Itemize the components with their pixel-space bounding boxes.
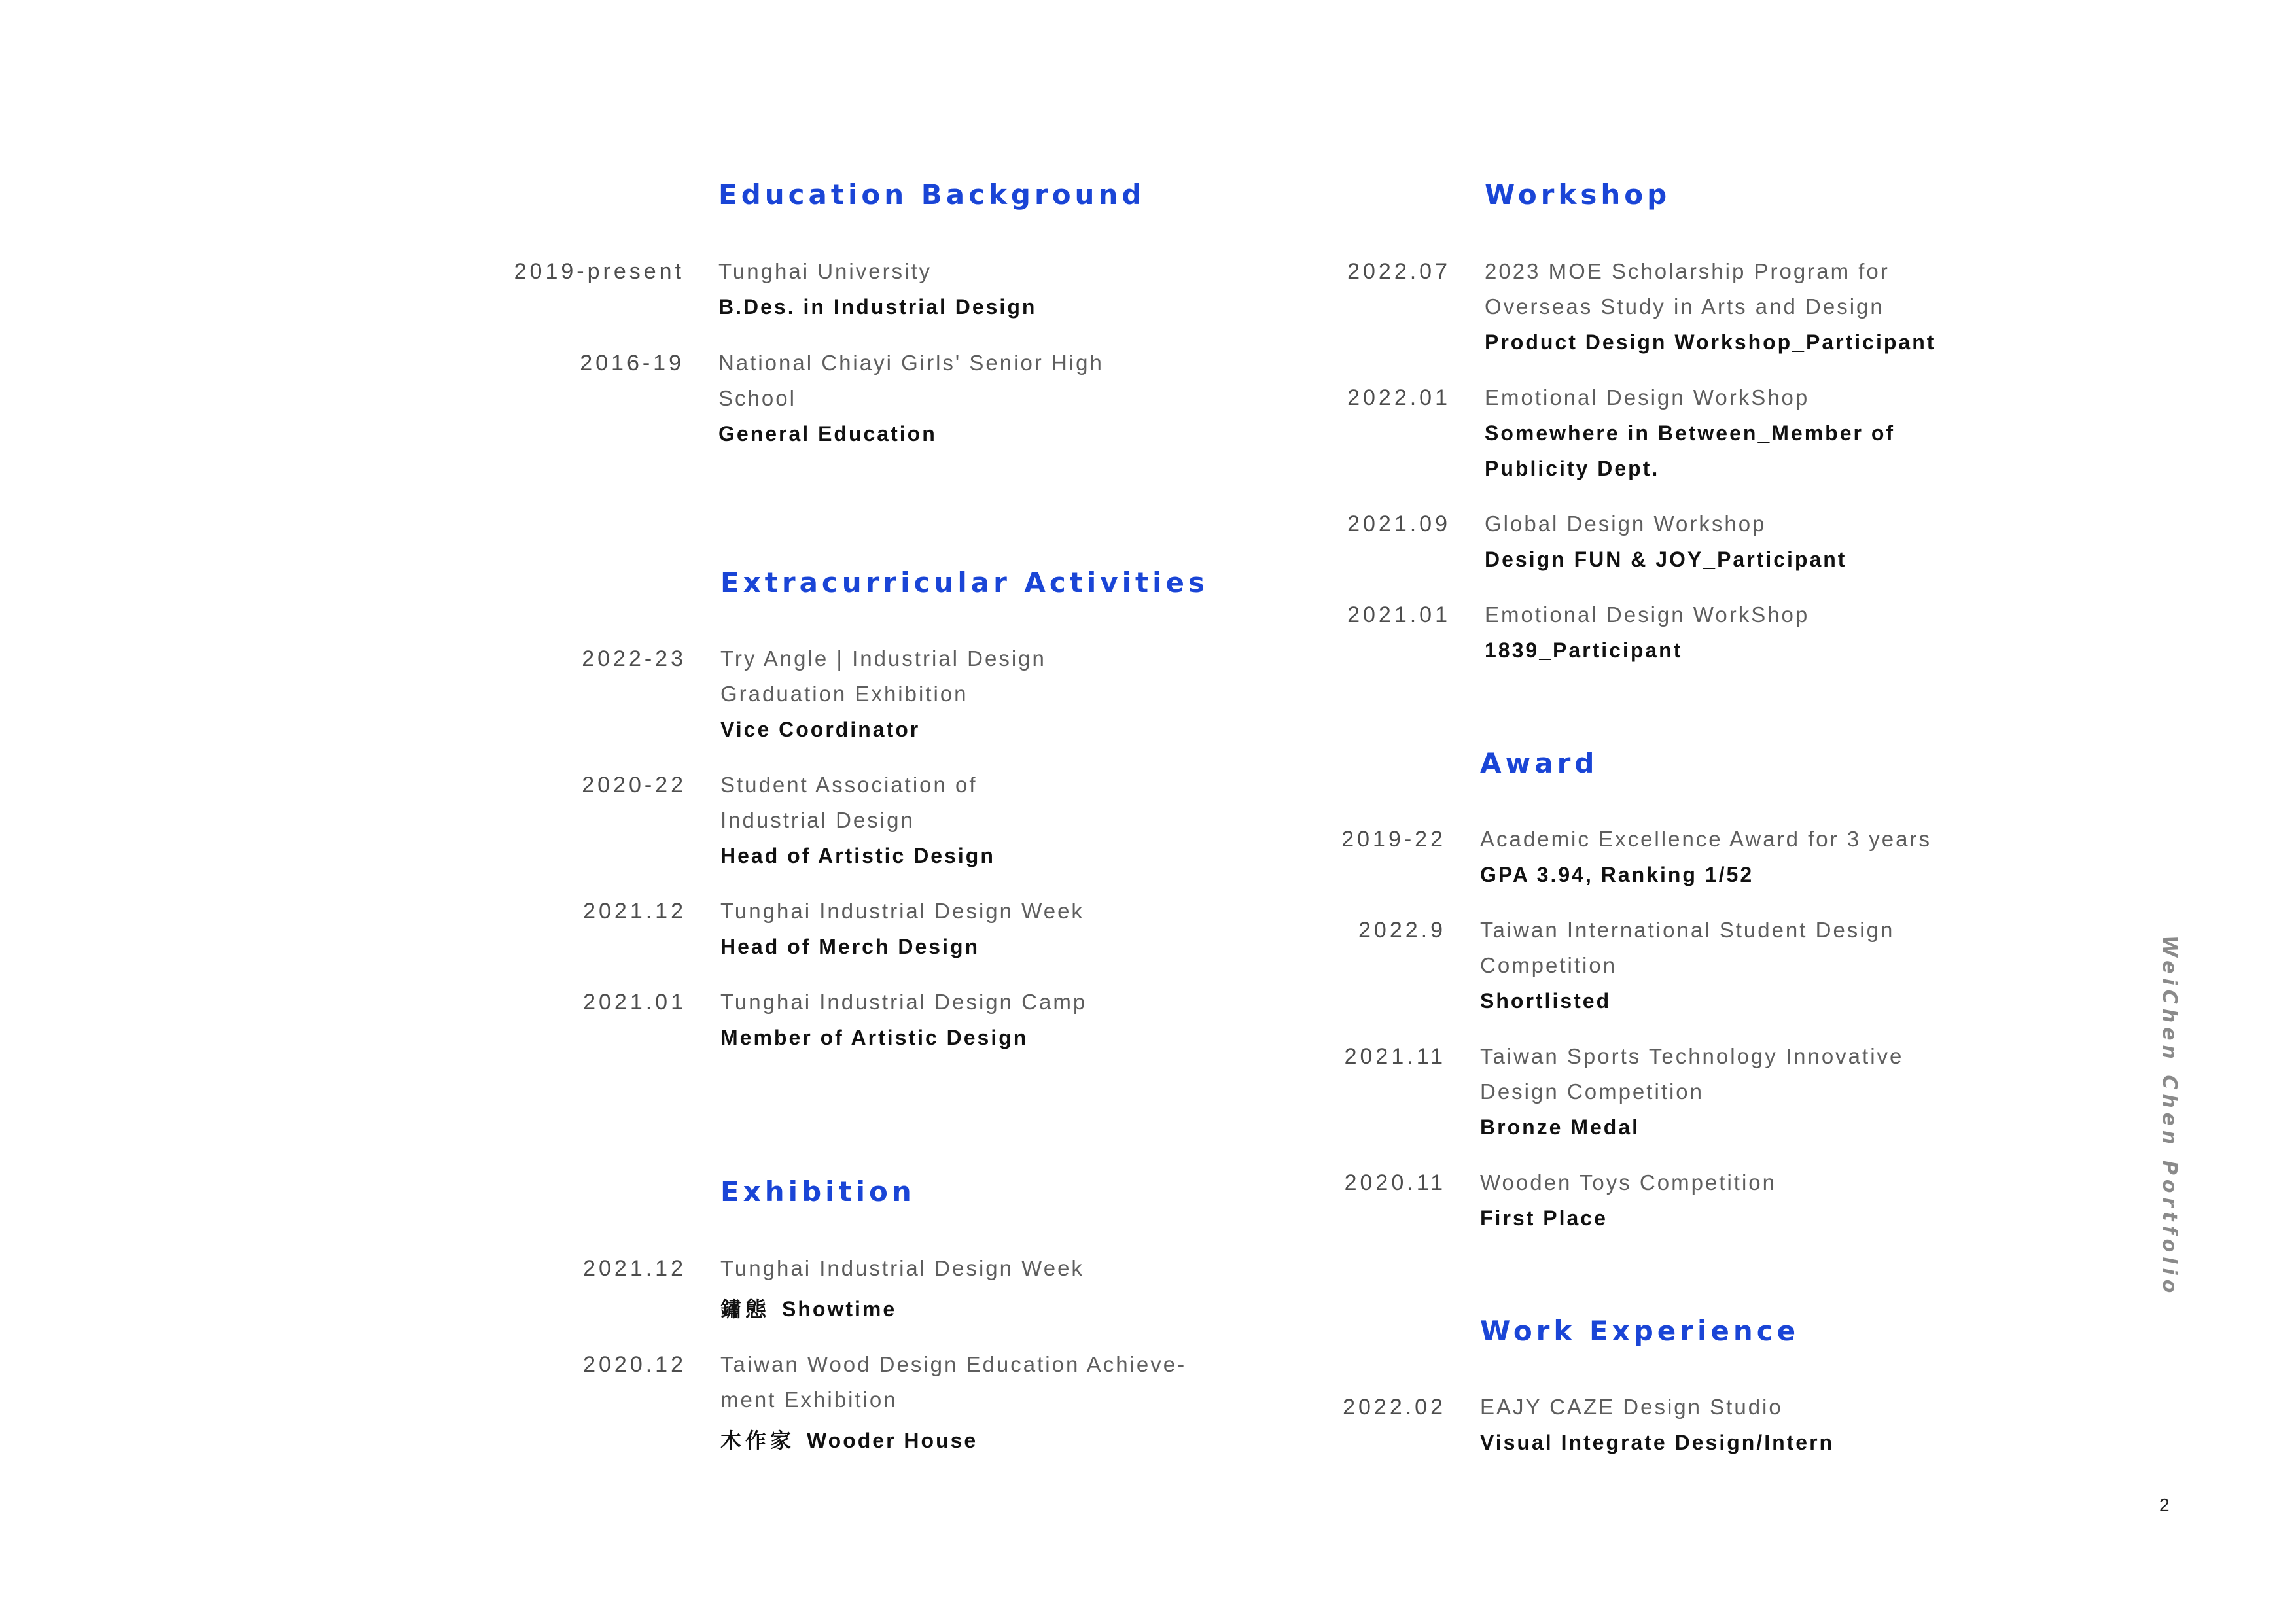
entry-date: 2022.07 xyxy=(1347,259,1451,284)
workshop-heading: Workshop xyxy=(1485,179,1671,211)
entry-role-cjk: 鏽態 xyxy=(720,1297,771,1321)
entry-body xyxy=(720,985,1192,1055)
entry-date: 2020.11 xyxy=(1344,1170,1446,1195)
entry-description: Tunghai Industrial Design Week xyxy=(720,1256,1084,1280)
entry-date: 2020-22 xyxy=(582,773,686,797)
entry-body xyxy=(1485,254,1982,360)
entry-description: Global Design Workshop xyxy=(1485,512,1767,536)
entry-description: National Chiayi Girls' Senior High School xyxy=(718,351,1104,410)
entry-description: Try Angle | Industrial Design Graduation Exhibition xyxy=(720,646,1046,706)
entry-role: Somewhere in Between_Member of Publicity Dept. xyxy=(1485,421,1896,480)
entry-role: Shortlisted xyxy=(1480,989,1612,1013)
entry-body xyxy=(720,641,1126,747)
entry-description: Student Association of Industrial Design xyxy=(720,773,978,832)
extracurricular-entry xyxy=(484,641,1126,747)
entry-role-text: Showtime xyxy=(782,1297,897,1321)
entry-description: 2023 MOE Scholarship Program for Overseas Study in Arts and Design xyxy=(1485,259,1890,319)
workshop-entry xyxy=(1248,254,1982,360)
education-heading: Education Background xyxy=(718,179,1146,211)
exhibition-heading: Exhibition xyxy=(720,1176,915,1208)
entry-date: 2022.02 xyxy=(1343,1395,1446,1420)
award-entry xyxy=(1243,1165,1958,1236)
entry-description: Tunghai Industrial Design Week xyxy=(720,899,1084,923)
entry-role: Member of Artistic Design xyxy=(720,1026,1029,1049)
entry-role: GPA 3.94, Ranking 1/52 xyxy=(1480,863,1754,886)
entry-date: 2020.12 xyxy=(583,1352,686,1377)
entry-date: 2022.9 xyxy=(1358,918,1446,943)
entry-body xyxy=(720,1251,1192,1327)
exhibition-entry xyxy=(484,1251,1192,1327)
extracurricular-heading: Extracurricular Activities xyxy=(720,567,1209,599)
education-entry xyxy=(482,345,1163,451)
entry-role: Head of Merch Design xyxy=(720,935,980,958)
work-experience-heading: Work Experience xyxy=(1480,1315,1800,1347)
entry-body xyxy=(1485,506,1982,577)
entry-description: EAJY CAZE Design Studio xyxy=(1480,1395,1783,1419)
extracurricular-entry xyxy=(484,985,1192,1055)
workshop-entry xyxy=(1248,506,1982,577)
entry-body xyxy=(1485,380,1982,486)
entry-date: 2022.01 xyxy=(1347,385,1451,410)
entry-body xyxy=(1480,822,2004,892)
extracurricular-entry xyxy=(484,894,1192,964)
entry-date: 2019-22 xyxy=(1341,827,1446,852)
entry-role: First Place xyxy=(1480,1206,1608,1230)
workshop-entry xyxy=(1248,380,1982,486)
page-number: 2 xyxy=(2159,1495,2170,1515)
entry-role-text: Wooder House xyxy=(807,1429,978,1452)
entry-body xyxy=(1485,597,1982,668)
entry-description: Wooden Toys Competition xyxy=(1480,1170,1776,1195)
award-entry xyxy=(1243,913,1958,1019)
entry-role xyxy=(720,1423,1205,1458)
entry-role: General Education xyxy=(718,422,937,445)
entry-description: Tunghai University xyxy=(718,259,932,283)
entry-body xyxy=(718,254,1163,324)
entry-role: 1839_Participant xyxy=(1485,638,1683,662)
entry-body xyxy=(1480,913,1958,1019)
entry-role: Visual Integrate Design/Intern xyxy=(1480,1431,1835,1454)
award-heading: Award xyxy=(1480,747,1598,779)
entry-description: Emotional Design WorkShop xyxy=(1485,385,1810,410)
entry-description: Taiwan Sports Technology Innovative Design Competition xyxy=(1480,1044,1904,1104)
entry-role: Head of Artistic Design xyxy=(720,844,995,867)
entry-description: Academic Excellence Award for 3 years xyxy=(1480,827,1932,851)
entry-role: Vice Coordinator xyxy=(720,718,921,741)
entry-date: 2021.11 xyxy=(1344,1044,1446,1069)
workshop-entry xyxy=(1248,597,1982,668)
entry-date: 2021.01 xyxy=(1347,602,1451,627)
entry-body xyxy=(1480,1389,1977,1460)
entry-role: Product Design Workshop_Participant xyxy=(1485,330,1936,354)
entry-body xyxy=(1480,1165,1958,1236)
entry-date: 2021.12 xyxy=(583,899,686,924)
entry-role xyxy=(720,1291,1192,1327)
entry-date: 2021.09 xyxy=(1347,512,1451,536)
entry-date: 2016-19 xyxy=(580,351,684,375)
education-entry xyxy=(482,254,1163,324)
entry-role: B.Des. in Industrial Design xyxy=(718,295,1037,319)
entry-body xyxy=(720,767,1061,873)
entry-body xyxy=(718,345,1163,451)
entry-body xyxy=(1480,1039,1958,1145)
entry-description: Tunghai Industrial Design Camp xyxy=(720,990,1087,1014)
entry-role: Bronze Medal xyxy=(1480,1115,1640,1139)
work-experience-entry xyxy=(1243,1389,1977,1460)
entry-description: Taiwan International Student Design Competition xyxy=(1480,918,1895,977)
exhibition-entry xyxy=(484,1347,1205,1458)
entry-description: Taiwan Wood Design Education Achieve-ment Exhibition xyxy=(720,1352,1187,1412)
entry-date: 2021.12 xyxy=(583,1256,686,1281)
entry-role: Design FUN & JOY_Participant xyxy=(1485,548,1847,571)
extracurricular-entry xyxy=(484,767,1061,873)
entry-date: 2021.01 xyxy=(583,990,686,1015)
entry-date: 2019-present xyxy=(514,259,684,284)
entry-description: Emotional Design WorkShop xyxy=(1485,602,1810,627)
award-entry xyxy=(1243,822,2004,892)
award-entry xyxy=(1243,1039,1958,1145)
portfolio-side-label: WeiChen Chen Portfolio xyxy=(2158,935,2181,1298)
entry-date: 2022-23 xyxy=(582,646,686,671)
entry-role-cjk: 木作家 xyxy=(720,1429,796,1452)
entry-body xyxy=(720,1347,1205,1458)
entry-body xyxy=(720,894,1192,964)
